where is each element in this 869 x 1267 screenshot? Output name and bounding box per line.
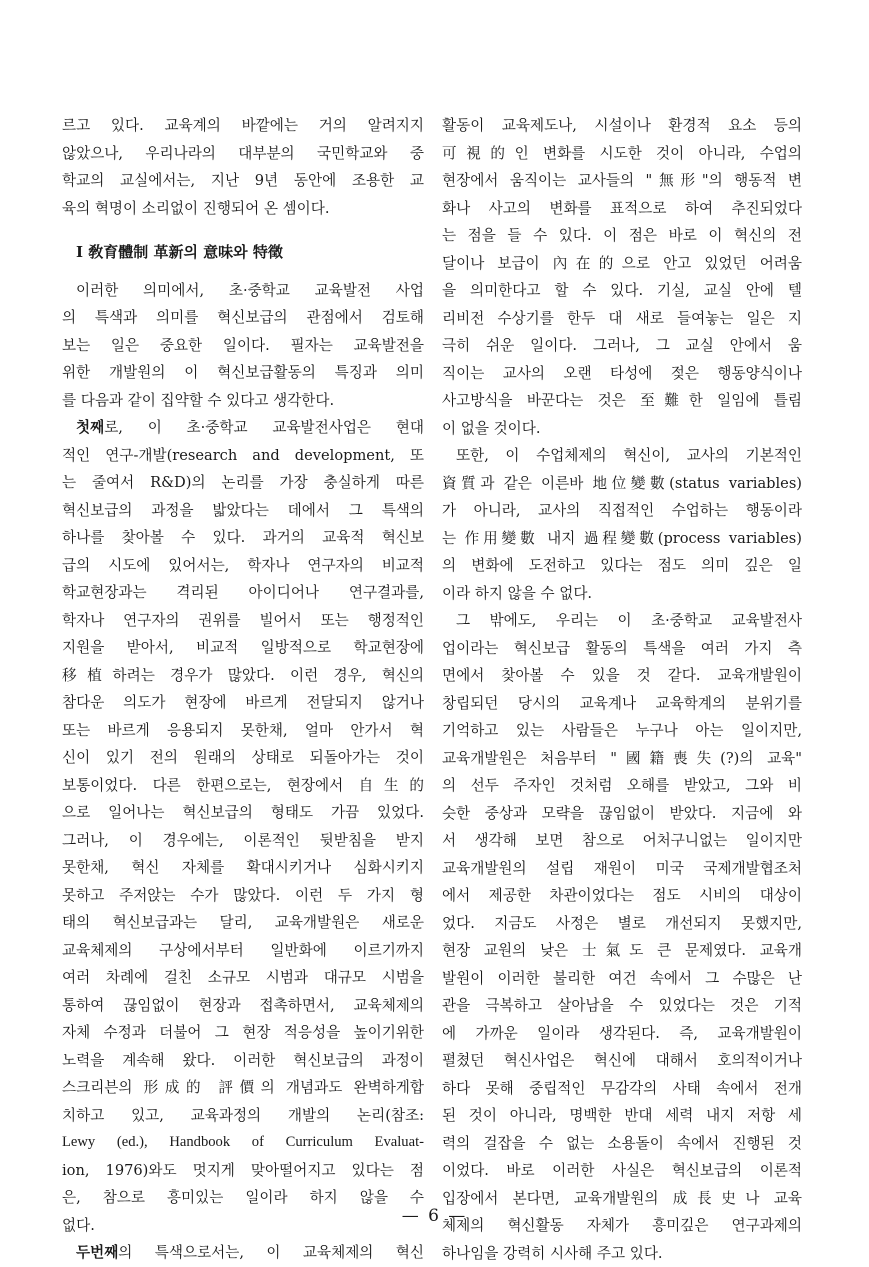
text-line: 창립되던 당시의 교육계나 교육학계의 분위기를 [442,690,802,718]
text-line: 이었다. 바로 이러한 사실은 혁신보급의 이론적 [442,1157,802,1185]
text-line: ion, 1976)와도 멋지게 맞아떨어지고 있다는 점 [62,1157,424,1185]
text-line: 하다 못해 중립적인 무감각의 사태 속에서 전개 [442,1075,802,1103]
text-line: 그 밖에도, 우리는 이 초·중학교 교육발전사 [442,607,802,635]
text-line: 그러나, 이 경우에는, 이론적인 뒷받침을 받지 [62,827,424,855]
text-line: 현장 교원의 낮은 士氣도 큰 문제였다. 교육개 [442,937,802,965]
first-label: 첫째 [76,419,104,436]
text-line: 사고방식을 바꾼다는 것은 至難한 일임에 틀림 [442,387,802,415]
text-line: 태의 혁신보급과는 달리, 교육개발원은 새로운 [62,909,424,937]
text-line: 활동이 교육제도나, 시설이나 환경적 요소 등의 [442,112,802,140]
right-column [442,112,802,1267]
text-line: 었다. 지금도 사정은 별로 개선되지 못했지만, [442,910,802,938]
text-line: 관을 극복하고 살아남을 수 있었다는 것은 기적 [442,992,802,1020]
text-line: 학교현장과는 격리된 아이디어나 연구결과를, [62,579,424,607]
text-line: 는 作用變數 내지 過程變數(process variables) [442,525,802,553]
page-number: — 6 — [0,1206,869,1226]
text-line: 기억하고 있는 사람들은 누구나 아는 일이지만, [442,717,802,745]
text-line: 못하고 주저앉는 수가 많았다. 이런 두 가지 형 [62,882,424,910]
text-line: 의 변화에 도전하고 있다는 점도 의미 깊은 일 [442,552,802,580]
text-line: 리비전 수상기를 한두 대 새로 들여놓는 일은 지 [442,305,802,333]
text-line: 이라 하지 않을 수 없다. [442,580,802,608]
text-line: 의 선두 주자인 것처럼 오해를 받았고, 그와 비 [442,772,802,800]
text-line-rest: 의 특색으로서는, 이 교육체제의 혁신 [118,1244,424,1261]
text-line: 현장에서 움직이는 교사들의 "無形"의 행동적 변 [442,167,802,195]
text-line: 교육체제의 구상에서부터 일반화에 이르기까지 [62,937,424,965]
text-line: 移植하려는 경우가 많았다. 이런 경우, 혁신의 [62,662,424,690]
text-line: 력의 걸잡을 수 없는 소용돌이 속에서 진행된 것 [442,1130,802,1158]
text-line: 여러 차례에 걸친 소규모 시범과 대규모 시범을 [62,964,424,992]
section-heading: I 敎育體制 革新의 意味와 特徵 [62,239,424,267]
text-line: 혁신보급의 과정을 밟았다는 데에서 그 특색의 [62,497,424,525]
text-line: 달이나 보급이 內在的으로 안고 있었던 어려움 [442,250,802,278]
text-line: 화나 사고의 변화를 표적으로 하여 추진되었다 [442,195,802,223]
text-line: 교육개발원은 처음부터 "國籍喪失(?)의 교육" [442,745,802,773]
text-line: 업이라는 혁신보급 활동의 특색을 여러 가지 측 [442,635,802,663]
text-line: 스크리븐의 形成的 評價의 개념과도 완벽하게합 [62,1074,424,1102]
text-line: 않았으나, 우리나라의 대부분의 국민학교와 중 [62,140,424,168]
text-line: 資質과 같은 이른바 地位變數(status variables) [442,470,802,498]
text-line: 의 특색과 의미를 혁신보급의 관점에서 검토해 [62,304,424,332]
text-line: 극히 쉬운 일이다. 그러나, 그 교실 안에서 움 [442,332,802,360]
text-line: 급의 시도에 있어서는, 학자나 연구자의 비교적 [62,552,424,580]
text-line: 통하여 끊임없이 현장과 접촉하면서, 교육체제의 [62,992,424,1020]
text-line: 발원이 이러한 불리한 여건 속에서 그 수많은 난 [442,965,802,993]
text-line: 서 생각해 보면 참으로 어처구니없는 일이지만 [442,827,802,855]
text-line: 을 의미한다고 할 수 있다. 기실, 교실 안에 텔 [442,277,802,305]
text-line: 또한, 이 수업체제의 혁신이, 교사의 기본적인 [442,442,802,470]
text-line: 참다운 의도가 현장에 바르게 전달되지 않거나 [62,689,424,717]
text-line: 직이는 교사의 오랜 타성에 젖은 행동양식이나 [442,360,802,388]
text-line: 육의 혁명이 소리없이 진행되어 온 셈이다. [62,195,424,223]
text-line: 는 줄여서 R&D)의 논리를 가장 충실하게 따른 [62,469,424,497]
second-label: 두번째 [76,1244,118,1261]
text-line: 위한 개발원의 이 혁신보급활동의 특징과 의미 [62,359,424,387]
text-line: 하나를 찾아볼 수 있다. 과거의 교육적 혁신보 [62,524,424,552]
text-line: 면에서 찾아볼 수 있을 것 같다. 교육개발원이 [442,662,802,690]
text-line: 은, 참으로 흥미있는 일이라 하지 않을 수 [62,1184,424,1212]
text-line: 에서 제공한 차관이었다는 점도 시비의 대상이 [442,882,802,910]
text-line: 자체 수정과 더불어 그 현장 적응성을 높이기위한 [62,1019,424,1047]
text-line: 으로 일어나는 혁신보급의 형태도 가끔 있었다. [62,799,424,827]
text-line: 에 가까운 일이라 생각된다. 즉, 교육개발원이 [442,1020,802,1048]
left-column [62,112,424,1267]
text-line: 는 점을 들 수 있다. 이 점은 바로 이 혁신의 전 [442,222,802,250]
text-line [62,414,424,442]
text-line: 치하고 있고, 교육과정의 개발의 논리(참조: [62,1102,424,1130]
text-line: 르고 있다. 교육계의 바깥에는 거의 알려지지 [62,112,424,140]
text-line: 를 다음과 같이 집약할 수 있다고 생각한다. [62,387,424,415]
text-line: 없다. [62,1212,424,1240]
text-line: 하나임을 강력히 시사해 주고 있다. [442,1240,802,1267]
text-line: 可視的인 변화를 시도한 것이 아니라, 수업의 [442,140,802,168]
text-line-rest: 로, 이 초·중학교 교육발전사업은 현대 [104,419,424,436]
text-line: 못한채, 혁신 자체를 확대시키거나 심화시키지 [62,854,424,882]
text-line: 또는 바르게 응용되지 못한채, 얼마 안가서 혁 [62,717,424,745]
text-line: 노력을 계속해 왔다. 이러한 혁신보급의 과정이 [62,1047,424,1075]
text-line: 보는 일은 중요한 일이다. 필자는 교육발전을 [62,332,424,360]
text-line: 학교의 교실에서는, 지난 9년 동안에 조용한 교 [62,167,424,195]
text-line: 학자나 연구자의 권위를 빌어서 또는 행정적인 [62,607,424,635]
text-line: 펼쳤던 혁신사업은 혁신에 대해서 호의적이거나 [442,1047,802,1075]
text-line: 슷한 중상과 모략을 끊임없이 받았다. 지금에 와 [442,800,802,828]
text-line [62,1239,424,1267]
text-line: 가 아니라, 교사의 직접적인 수업하는 행동이라 [442,497,802,525]
text-line: 입장에서 본다면, 교육개발원의 成長史나 교육 [442,1185,802,1213]
text-line: 이 없을 것이다. [442,415,802,443]
text-line: 된 것이 아니라, 명백한 반대 세력 내지 저항 세 [442,1102,802,1130]
text-line: 체제의 혁신활동 자체가 흥미깊은 연구과제의 [442,1212,802,1240]
text-line: 교육개발원의 설립 재원이 미국 국제개발협조처 [442,855,802,883]
text-line: 지원을 받아서, 비교적 일방적으로 학교현장에 [62,634,424,662]
text-line: 적인 연구-개발(research and development, 또 [62,442,424,470]
text-line: 이러한 의미에서, 초·중학교 교육발전 사업 [62,277,424,305]
text-line: 신이 있기 전의 원래의 상태로 되돌아가는 것이 [62,744,424,772]
text-line: 보통이었다. 다른 한편으로는, 현장에서 自生的 [62,772,424,800]
text-line: Lewy (ed.), Handbook of Curriculum Evaluat- [62,1129,424,1157]
